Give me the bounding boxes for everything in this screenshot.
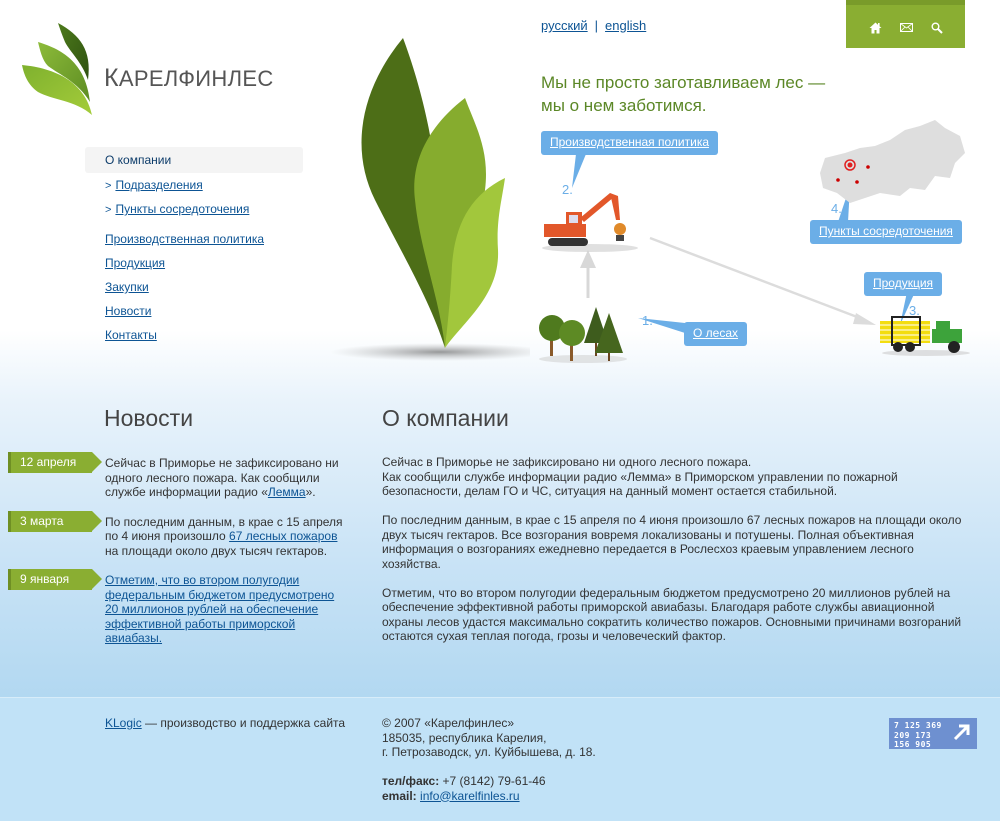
mail-icon[interactable] xyxy=(900,23,913,32)
arrow-up-right-icon xyxy=(952,722,972,742)
chevron-right-icon: > xyxy=(105,204,112,216)
trees-icon xyxy=(538,303,633,365)
lang-english-link[interactable]: english xyxy=(605,18,647,33)
email-line xyxy=(382,789,596,804)
callout-products-link[interactable]: Продукция xyxy=(873,276,934,290)
news-link[interactable]: 67 лесных пожаров xyxy=(229,529,338,543)
top-icon-bar xyxy=(846,0,965,48)
search-icon[interactable] xyxy=(931,22,943,34)
address-line-2: г. Петрозаводск, ул. Куйбышева, д. 18. xyxy=(382,745,596,759)
callout-about-forests-link[interactable]: О лесах xyxy=(693,326,739,340)
about-paragraph-3: Отметим, что во втором полугодии федеральным бюджетом предусмотрено 20 миллионов рублей на обеспечение эффективной работы приморской авиабазы. Благодаря работе службы авиационной охраны лесов удастся максимально сократить количество пожаров. Основными причинами возгораний остаются сухая теплая погода, грозы и человеческий фактор. xyxy=(382,585,962,643)
step-number-3: 3. xyxy=(909,303,920,318)
news-item xyxy=(0,511,360,559)
news-text-post: на площади около двух тысяч гектаров. xyxy=(105,543,328,558)
about-p1-line2: Как сообщили службе информации радио «Лемма» в Приморском управлении по пожарной безопасности, делам ГО и ЧС, ситуация на данный момент остается стабильной. xyxy=(382,469,898,498)
nav-item-production-policy[interactable]: Производственная политика xyxy=(105,232,264,246)
klogic-link[interactable]: KLogic xyxy=(105,716,142,730)
counter-line-3: 156 905 xyxy=(894,740,932,749)
news-text-post: ». xyxy=(305,485,316,499)
phone-value: +7 (8142) 79-61-46 xyxy=(439,774,546,788)
lang-russian-link[interactable]: русский xyxy=(541,18,588,33)
step-number-2: 2. xyxy=(562,182,573,197)
callout-products xyxy=(864,272,942,296)
news-date: 3 марта xyxy=(8,511,92,532)
news-list xyxy=(0,452,360,657)
nav-subitem-concentration-points[interactable] xyxy=(85,197,303,221)
logo-cap: К xyxy=(104,64,119,92)
slogan xyxy=(541,71,825,117)
about-p1-line1: Сейчас в Приморье не зафиксировано ни одного лесного пожара. xyxy=(382,455,752,469)
step-number-4: 4. xyxy=(831,201,842,216)
address-line-1: 185035, республика Карелия, xyxy=(382,730,547,745)
news-date: 9 января xyxy=(8,569,92,590)
callout-production-policy xyxy=(541,131,718,155)
nav-subitem-divisions[interactable] xyxy=(85,173,303,197)
email-link[interactable]: info@karelfinles.ru xyxy=(420,788,520,803)
timber-truck-icon xyxy=(876,303,971,358)
callout-production-policy-link[interactable]: Производственная политика xyxy=(550,135,709,149)
slogan-line-2: мы о нем заботимся. xyxy=(541,96,707,115)
left-nav xyxy=(85,147,303,347)
news-link[interactable]: Отметим, что во втором полугодии федеральным бюджетом предусмотрено 20 миллионов рублей на обеспечение эффективной работы приморской авиабазы. xyxy=(105,573,335,645)
about-body xyxy=(382,455,972,658)
counter-line-2: 209 173 xyxy=(894,730,932,740)
news-title: Новости xyxy=(104,405,194,431)
news-link[interactable]: Лемма xyxy=(267,485,306,499)
callout-concentration-points xyxy=(810,220,962,244)
nav-item-about[interactable]: О компании xyxy=(85,147,303,173)
step-number-1: 1. xyxy=(642,313,653,328)
nav-item-news[interactable]: Новости xyxy=(105,304,152,318)
news-text xyxy=(105,511,350,559)
callout-concentration-points-link[interactable]: Пункты сосредоточения xyxy=(819,224,953,238)
news-text-pre: По последним данным, в крае с 15 апреля по 4 июня произошло xyxy=(105,514,343,543)
logo-text[interactable] xyxy=(104,64,274,93)
excavator-icon xyxy=(540,188,640,253)
nav-subitem-label: Пункты сосредоточения xyxy=(115,202,250,216)
logo-rest: АРЕЛФИНЛЕС xyxy=(118,66,274,91)
footer-developer xyxy=(105,716,345,730)
nav-item-purchases[interactable]: Закупки xyxy=(105,280,149,294)
phone-label: тел/факс: xyxy=(382,774,440,788)
about-title: О компании xyxy=(382,405,509,431)
callout-about-forests xyxy=(684,322,747,346)
copyright: © 2007 «Карелфинлес» xyxy=(382,716,515,730)
about-paragraph-2: По последним данным, в крае с 15 апреля по 4 июня произошло 67 лесных пожаров на площади около двух тысяч гектаров. Все возгорания вовремя локализованы и потушены. Полная объективная информация о возгораниях ежедневно передается в Рослесхоз краевым управлением лесного хозяйства. xyxy=(382,513,962,571)
phone-line xyxy=(382,774,596,789)
counter-line-1: 7 125 369 xyxy=(894,721,942,730)
big-leaf-illustration xyxy=(290,30,530,370)
nav-item-contacts[interactable]: Контакты xyxy=(105,328,157,342)
language-switcher xyxy=(541,18,646,33)
lang-separator: | xyxy=(594,18,599,33)
home-icon[interactable] xyxy=(869,22,882,34)
developer-text: — производство и поддержка сайта xyxy=(141,716,346,730)
about-paragraph-1 xyxy=(382,455,972,499)
news-item xyxy=(0,452,360,500)
news-date: 12 апреля xyxy=(8,452,92,473)
slogan-line-1: Мы не просто заготавливаем лес — xyxy=(541,73,826,92)
email-label: email: xyxy=(382,788,417,803)
news-item xyxy=(0,569,360,646)
chevron-right-icon: > xyxy=(105,180,112,192)
visitor-counter[interactable] xyxy=(889,718,977,749)
footer-contacts xyxy=(382,716,596,803)
news-text-pre: Сейчас в Приморье не зафиксировано ни одного лесного пожара. Как сообщили службе информации радио « xyxy=(105,456,339,499)
nav-item-products[interactable]: Продукция xyxy=(105,256,166,270)
news-text xyxy=(105,569,350,646)
nav-subitem-label: Подразделения xyxy=(115,178,203,192)
news-text xyxy=(105,452,350,500)
